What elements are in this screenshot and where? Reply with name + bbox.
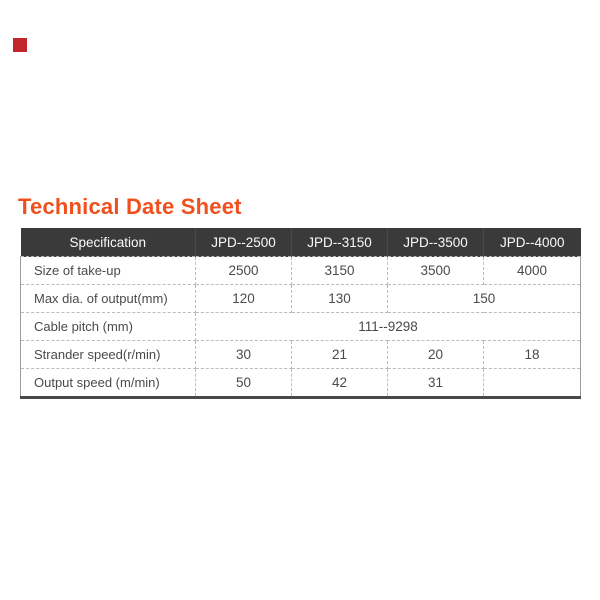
column-header-specification: Specification — [21, 228, 196, 257]
row-label: Output speed (m/min) — [21, 369, 196, 398]
value-cell: 21 — [292, 341, 388, 369]
row-label: Size of take-up — [21, 257, 196, 285]
column-header-jpd-3500: JPD--3500 — [388, 228, 484, 257]
value-cell: 30 — [196, 341, 292, 369]
column-header-jpd-4000: JPD--4000 — [484, 228, 581, 257]
value-cell: 18 — [484, 341, 581, 369]
value-cell: 130 — [292, 285, 388, 313]
column-header-jpd-3150: JPD--3150 — [292, 228, 388, 257]
table-row-strander-speed — [21, 341, 581, 369]
page-title: Technical Date Sheet — [18, 194, 242, 219]
value-cell: 111--9298 — [196, 313, 581, 341]
value-cell — [484, 369, 581, 398]
value-cell: 3500 — [388, 257, 484, 285]
value-cell: 2500 — [196, 257, 292, 285]
value-cell: 150 — [388, 285, 581, 313]
table-header-row — [21, 228, 581, 257]
value-cell: 50 — [196, 369, 292, 398]
table-row-output-speed — [21, 369, 581, 398]
value-cell: 31 — [388, 369, 484, 398]
row-label: Cable pitch (mm) — [21, 313, 196, 341]
value-cell: 3150 — [292, 257, 388, 285]
value-cell: 4000 — [484, 257, 581, 285]
table-row-cable-pitch — [21, 313, 581, 341]
value-cell: 42 — [292, 369, 388, 398]
table-row-size-of-take-up — [21, 257, 581, 285]
value-cell: 120 — [196, 285, 292, 313]
spec-table — [20, 228, 581, 399]
table-row-max-dia-of-output — [21, 285, 581, 313]
column-header-jpd-2500: JPD--2500 — [196, 228, 292, 257]
red-marker-square — [13, 38, 27, 52]
value-cell: 20 — [388, 341, 484, 369]
row-label: Max dia. of output(mm) — [21, 285, 196, 313]
row-label: Strander speed(r/min) — [21, 341, 196, 369]
